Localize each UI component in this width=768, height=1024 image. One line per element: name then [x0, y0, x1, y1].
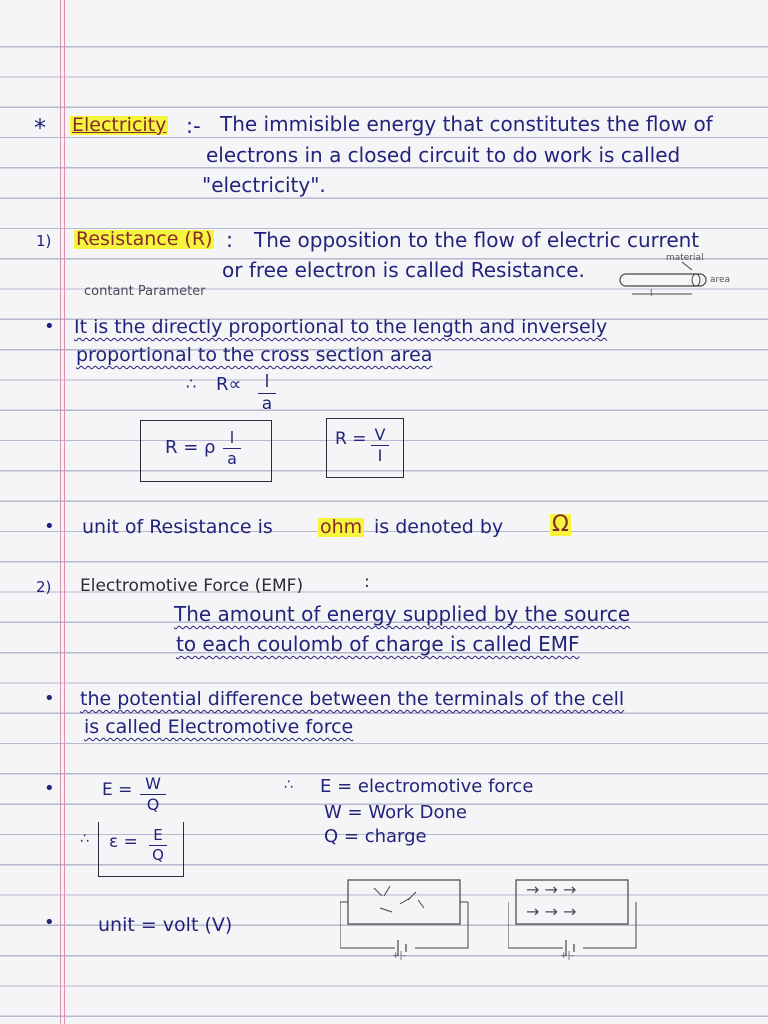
box-lhs: ε =: [109, 832, 138, 852]
definition-e: E = electromotive force: [320, 776, 534, 797]
proportionality-lhs: R∝: [216, 374, 242, 395]
resistance-bullet1-line2: proportional to the cross section area: [76, 344, 433, 366]
formula2-denominator: I: [377, 446, 383, 465]
battery-label-left: +|-: [392, 951, 406, 961]
bullet-dot: •: [44, 316, 55, 337]
box-numerator: E: [153, 826, 163, 844]
diagram-label-material: material: [666, 253, 704, 263]
definitions-prefix: ∴: [284, 777, 293, 793]
emf-separator: :: [364, 572, 370, 592]
resistance-bullet1-line1: It is the directly proportional to the length and inversely: [74, 316, 608, 338]
box-denominator: Q: [152, 846, 164, 864]
ohm-symbol: Ω: [552, 512, 569, 537]
resistance-line2: or free electron is called Resistance.: [222, 258, 585, 282]
proportionality-fraction: [258, 374, 276, 413]
diagram-label-area: area: [710, 275, 731, 285]
formula1-fraction: [223, 430, 241, 467]
emf-number: 2): [36, 578, 52, 596]
proportionality-denominator: a: [261, 394, 273, 414]
formula2-fraction: [371, 427, 389, 464]
electricity-line3: "electricity".: [202, 173, 326, 197]
definition-q: Q = charge: [324, 826, 427, 847]
margin-line-left: [60, 0, 61, 1024]
emf-line1: The amount of energy supplied by the source: [174, 602, 631, 626]
electricity-separator: :-: [186, 114, 201, 138]
formula-box-resistivity: [140, 420, 272, 482]
formula1-numerator: l: [229, 428, 235, 447]
bullet-dot: •: [44, 912, 55, 933]
resistance-separator: :: [226, 228, 234, 252]
unit-ohm: ohm: [320, 516, 363, 538]
box-fraction: [149, 828, 167, 863]
formula1-denominator: a: [227, 449, 237, 468]
bullet-star: *: [34, 114, 46, 142]
formula2-lhs: R =: [335, 429, 367, 449]
term-resistance: Resistance (R): [76, 228, 213, 250]
emf-bullet2-line1: the potential difference between the terminals of the cell: [80, 688, 625, 710]
formula1-lhs: R = ρ: [165, 437, 216, 458]
battery-label-right: +|-: [560, 951, 574, 961]
electricity-line2: electrons in a closed circuit to do work is called: [206, 143, 681, 167]
resistance-number: 1): [36, 232, 52, 250]
emf-bullet2-line2: is called Electromotive force: [84, 716, 354, 738]
electricity-line1: The immisible energy that constitutes the flow of: [220, 112, 713, 136]
unit-resistance-text2: is denoted by: [374, 516, 504, 538]
formula-box-emf: [98, 822, 184, 877]
bullet-dot: •: [44, 516, 55, 537]
proportionality-numerator: l: [264, 372, 270, 392]
margin-line-right: [64, 0, 65, 1024]
electron-flow-arrows-bottom: → → →: [526, 902, 577, 921]
emf-eq-denominator: Q: [146, 795, 160, 814]
emf-eq-fraction: [140, 776, 166, 813]
bullet-dot: •: [44, 688, 55, 709]
emf-eq-numerator: W: [145, 774, 161, 793]
emf-line2: to each coulomb of charge is called EMF: [176, 632, 580, 656]
therefore-symbol: ∴: [186, 374, 197, 393]
resistance-line1: The opposition to the flow of electric current: [254, 228, 700, 252]
diagram-label-length: l: [650, 289, 653, 299]
term-emf: Electromotive Force (EMF): [80, 576, 304, 596]
emf-eq-lhs: E =: [102, 780, 133, 800]
box-prefix: ∴: [80, 831, 89, 847]
constant-parameter-note: contant Parameter: [84, 284, 206, 299]
formula-box-ohms-law: [326, 418, 404, 478]
unit-volt: unit = volt (V): [98, 914, 233, 936]
formula2-numerator: V: [374, 425, 386, 444]
unit-resistance-text: unit of Resistance is: [82, 516, 273, 538]
bullet-dot: •: [44, 778, 55, 799]
electron-flow-arrows-top: → → →: [526, 880, 577, 899]
definition-w: W = Work Done: [324, 802, 467, 823]
term-electricity: Electricity: [72, 114, 167, 136]
